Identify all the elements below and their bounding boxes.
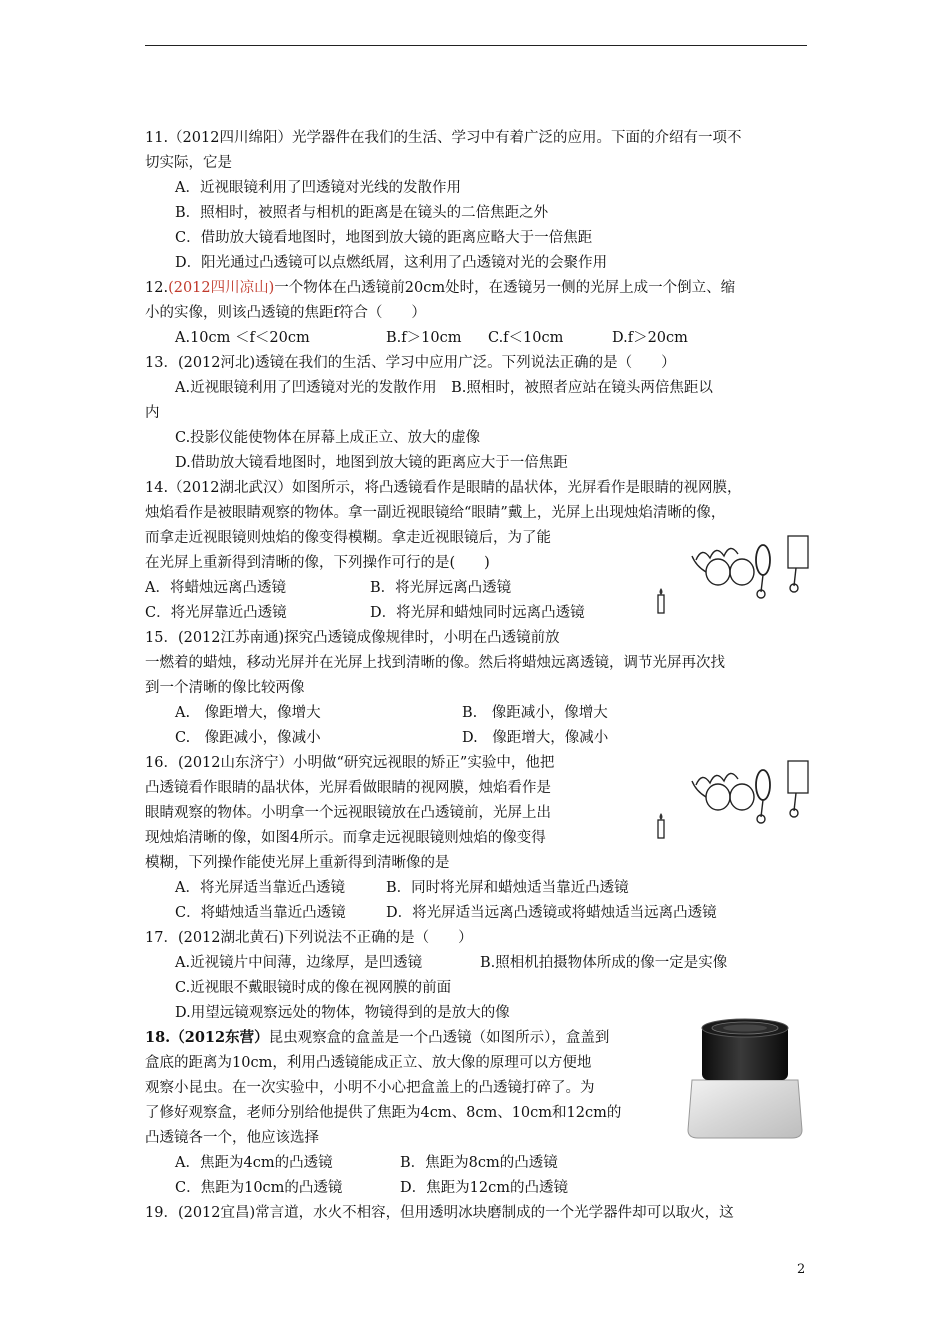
q16-stem-line2: 凸透镜看作眼睛的晶状体，光屏看做眼睛的视网膜，烛焰看作是 <box>145 780 551 796</box>
page-number: 2 <box>797 1262 806 1277</box>
q14-option-d: D．将光屏和蜡烛同时远离凸透镜 <box>370 605 585 621</box>
q16-optics-figure <box>648 745 818 850</box>
q15-option-a: A. 像距增大，像增大 <box>175 705 321 721</box>
q11-stem-line2: 切实际，它是 <box>145 155 232 171</box>
q12-option-b: B.f＞10cm <box>386 330 462 346</box>
q12-source: (2012四川凉山) <box>168 280 275 296</box>
q16-stem-line4: 现烛焰清晰的像，如图4所示。而拿走远视眼镜则烛焰的像变得 <box>145 830 546 846</box>
q16-option-a: A．将光屏适当靠近凸透镜 <box>175 880 345 896</box>
q15-option-b: B. 像距减小，像增大 <box>462 705 608 721</box>
q11-stem-line1: 11.（2012四川绵阳）光学器件在我们的生活、学习中有着广泛的应用。下面的介绍有一项不 <box>145 130 742 146</box>
q13-option-c: C.投影仪能使物体在屏幕上成正立、放大的虚像 <box>175 430 481 446</box>
q16-option-d: D．将光屏适当远离凸透镜或将蜡烛适当远离凸透镜 <box>386 905 717 921</box>
q12-option-d: D.f＞20cm <box>612 330 688 346</box>
q13-stem: 13．(2012河北)透镜在我们的生活、学习中应用广泛。下列说法正确的是（ ） <box>145 355 676 371</box>
q15-stem-line1: 15．(2012江苏南通)探究凸透镜成像规律时，小明在凸透镜前放 <box>145 630 560 646</box>
q12-option-c: C.f＜10cm <box>488 330 564 346</box>
q15-stem-line2: 一燃着的蜡烛，移动光屏并在光屏上找到清晰的像。然后将蜡烛远离透镜，调节光屏再次找 <box>145 655 725 671</box>
q14-option-a: A．将蜡烛远离凸透镜 <box>145 580 286 596</box>
q18-option-b: B．焦距为8cm的凸透镜 <box>400 1155 558 1171</box>
q14-stem-line1: 14.（2012湖北武汉）如图所示，将凸透镜看作是眼睛的晶状体，光屏看作是眼睛的视网膜， <box>145 480 742 496</box>
q11-option-c: C．借助放大镜看地图时，地图到放大镜的距离应略大于一倍焦距 <box>175 230 593 246</box>
q18-source: 18.（2012东营） <box>145 1029 269 1046</box>
q19-stem-line1: 19．(2012宜昌)常言道，水火不相容，但用透明冰块磨制成的一个光学器件却可以取火，这 <box>145 1205 734 1221</box>
header-rule <box>145 45 807 46</box>
q15-option-d: D. 像距增大，像减小 <box>462 730 609 746</box>
q16-stem-line3: 眼睛观察的物体。小明拿一个远视眼镜放在凸透镜前，光屏上出 <box>145 805 551 821</box>
q13-option-d: D.借助放大镜看地图时，地图到放大镜的距离应大于一倍焦距 <box>175 455 568 471</box>
q16-stem-line5: 模糊，下列操作能使光屏上重新得到清晰像的是 <box>145 855 450 871</box>
q18-stem-line3: 观察小昆虫。在一次实验中，小明不小心把盒盖上的凸透镜打碎了。为 <box>145 1080 595 1096</box>
q13-option-b-cont: 内 <box>145 405 160 421</box>
q11-option-b: B．照相时，被照者与相机的距离是在镜头的二倍焦距之外 <box>175 205 549 221</box>
q14-stem-line3: 而拿走近视眼镜则烛焰的像变得模糊。拿走近视眼镜后，为了能 <box>145 530 551 546</box>
q14-stem-line4: 在光屏上重新得到清晰的像，下列操作可行的是( ) <box>145 555 490 571</box>
q18-stem-line5: 凸透镜各一个，他应该选择 <box>145 1130 319 1146</box>
q18-option-d: D．焦距为12cm的凸透镜 <box>400 1180 568 1196</box>
q17-option-b: B.照相机拍摄物体所成的像一定是实像 <box>480 955 728 971</box>
q16-option-b: B．同时将光屏和蜡烛适当靠近凸透镜 <box>386 880 629 896</box>
q11-option-d: D．阳光通过凸透镜可以点燃纸屑，这利用了凸透镜对光的会聚作用 <box>175 255 608 271</box>
q18-stem-line4: 了修好观察盒，老师分别给他提供了焦距为4cm、8cm、10cm和12cm的 <box>145 1105 622 1121</box>
q14-optics-figure <box>648 520 818 625</box>
q18-option-c: C．焦距为10cm的凸透镜 <box>175 1180 343 1196</box>
q14-option-b: B．将光屏远离凸透镜 <box>370 580 512 596</box>
q14-stem-line2: 烛焰看作是被眼睛观察的物体。拿一副近视眼镜给“眼睛”戴上，光屏上出现烛焰清晰的像， <box>145 505 726 521</box>
q15-stem-line3: 到一个清晰的像比较两像 <box>145 680 305 696</box>
q17-option-c: C.近视眼不戴眼镜时成的像在视网膜的前面 <box>175 980 452 996</box>
q14-option-c: C．将光屏靠近凸透镜 <box>145 605 287 621</box>
q17-stem: 17．(2012湖北黄石)下列说法不正确的是（ ） <box>145 930 473 946</box>
q17-option-d: D.用望远镜观察远处的物体，物镜得到的是放大的像 <box>175 1005 510 1021</box>
q12-option-a: A.10cm ＜f＜20cm <box>175 330 310 346</box>
q15-option-c: C. 像距减小，像减小 <box>175 730 321 746</box>
q18-stem-line2: 盒底的距离为10cm，利用凸透镜能成正立、放大像的原理可以方便地 <box>145 1055 592 1071</box>
q13-option-ab: A.近视眼镜利用了凹透镜对光的发散作用 B.照相时，被照者应站在镜头两倍焦距以 <box>175 380 713 396</box>
q16-stem-line1: 16．(2012山东济宁）小明做“研究远视眼的矫正”实验中，他把 <box>145 755 555 771</box>
q12-stem-line2: 小的实像，则该凸透镜的焦距f符合（ ） <box>145 305 426 321</box>
q12-stem-line1: 12.(2012四川凉山)一个物体在凸透镜前20cm处时，在透镜另一侧的光屏上成一个倒立、缩 <box>145 280 736 296</box>
q11-option-a: A．近视眼镜利用了凹透镜对光线的发散作用 <box>175 180 461 196</box>
q18-stem-line1: 18.（2012东营）昆虫观察盒的盒盖是一个凸透镜（如图所示），盒盖到 <box>145 1029 610 1046</box>
q18-option-a: A．焦距为4cm的凸透镜 <box>175 1155 333 1171</box>
q17-option-a: A.近视镜片中间薄，边缘厚，是凹透镜 <box>175 955 423 971</box>
insect-box-figure <box>682 1018 808 1143</box>
q16-option-c: C．将蜡烛适当靠近凸透镜 <box>175 905 346 921</box>
